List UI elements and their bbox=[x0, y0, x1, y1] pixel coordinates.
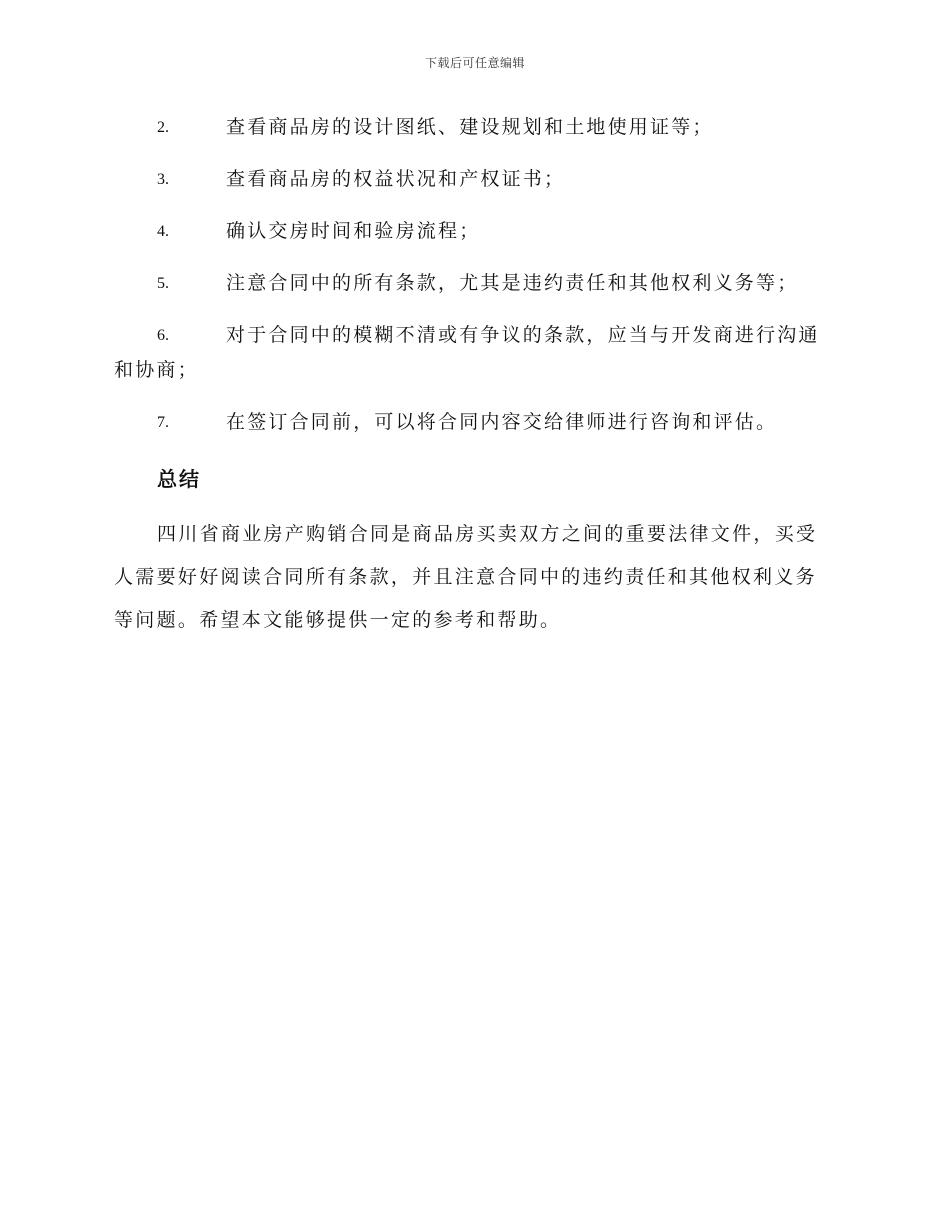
list-item-text: 查看商品房的权益状况和产权证书； bbox=[226, 168, 566, 190]
list-item-text: 查看商品房的设计图纸、建设规划和土地使用证等； bbox=[226, 116, 714, 138]
list-item-text: 在签订合同前，可以将合同内容交给律师进行咨询和评估。 bbox=[226, 411, 778, 433]
list-item-text: 确认交房时间和验房流程； bbox=[226, 220, 481, 242]
list-item bbox=[114, 214, 834, 249]
list-item bbox=[114, 162, 834, 197]
list-item bbox=[114, 266, 834, 301]
list-item-number: 5. bbox=[157, 275, 169, 292]
page-header: 下载后可任意编辑 bbox=[424, 56, 525, 70]
list-item-text: 对于合同中的模糊不清或有争议的条款，应当与开发商进行沟通和协商； bbox=[114, 324, 820, 381]
list-item bbox=[114, 110, 834, 145]
summary-heading: 总结 bbox=[157, 467, 201, 491]
list-item-number: 2. bbox=[157, 119, 169, 136]
checklist bbox=[114, 110, 834, 457]
list-item-number: 3. bbox=[157, 171, 169, 188]
list-item bbox=[114, 405, 834, 440]
list-item-text: 注意合同中的所有条款，尤其是违约责任和其他权利义务等； bbox=[226, 272, 799, 294]
summary-paragraph: 四川省商业房产购销合同是商品房买卖双方之间的重要法律文件，买受人需要好好阅读合同所有条款，并且注意合同中的违约责任和其他权利义务等问题。希望本文能够提供一定的参考和帮助。 bbox=[114, 523, 818, 631]
list-item-number: 4. bbox=[157, 223, 169, 240]
list-item bbox=[114, 318, 834, 388]
list-item-number: 6. bbox=[157, 327, 169, 344]
list-item-number: 7. bbox=[157, 414, 169, 431]
